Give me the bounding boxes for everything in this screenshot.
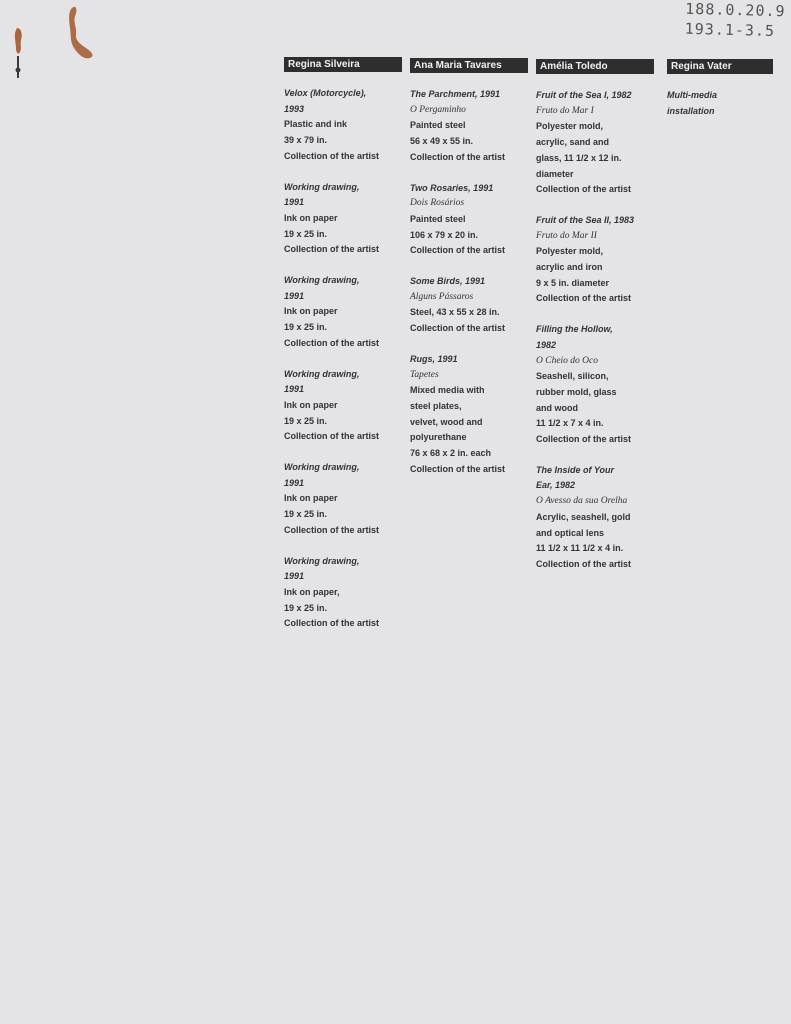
artwork-dimensions: 11 1/2 x 11 1/2 x 4 in. — [536, 543, 624, 554]
artwork-medium: polyurethane — [410, 432, 467, 443]
artwork-dimensions: 19 x 25 in. — [284, 322, 328, 333]
artwork-title: Filling the Hollow, — [536, 324, 613, 335]
artwork-medium: Ink on paper — [284, 399, 338, 410]
artist-header: Ana Maria Tavares — [410, 58, 528, 73]
artwork-medium: and wood — [536, 402, 578, 413]
artwork-medium: Ink on paper — [284, 306, 338, 317]
artwork-year: 1991 — [284, 477, 305, 488]
artwork-entry — [410, 274, 528, 337]
artwork-original-title: Fruto do Mar II — [536, 230, 597, 241]
artwork-dimensions: 9 x 5 in. diameter — [536, 277, 610, 288]
artwork-dimensions: 19 x 25 in. — [284, 228, 328, 239]
artwork-medium: acrylic, sand and — [536, 137, 610, 148]
artwork-medium: Polyester mold, — [536, 121, 604, 132]
artwork-dimensions: 76 x 68 x 2 in. each — [410, 448, 492, 459]
artwork-collection: Collection of the artist — [410, 463, 506, 474]
artwork-title: Rugs, 1991 — [410, 353, 458, 364]
artwork-entry — [667, 88, 773, 119]
artwork-collection: Collection of the artist — [284, 150, 380, 161]
artwork-medium: acrylic and iron — [536, 262, 603, 273]
artwork-entry — [284, 86, 402, 165]
artist-column-regina-vater — [667, 59, 773, 134]
artwork-dimensions: diameter — [536, 168, 574, 179]
artwork-original-title: O Avesso da sua Orelha — [536, 496, 628, 507]
artwork-entry — [536, 322, 654, 448]
artwork-title: The Parchment, 1991 — [410, 89, 501, 99]
artwork-title: Working drawing, — [284, 555, 360, 566]
artwork-dimensions: 56 x 49 x 55 in. — [410, 136, 474, 147]
artwork-title: Velox (Motorcycle), — [284, 88, 367, 98]
artwork-collection: Collection of the artist — [536, 558, 632, 569]
artwork-medium: and optical lens — [536, 527, 605, 538]
artwork-medium: Painted steel — [410, 213, 466, 224]
artwork-medium: Seashell, silicon, — [536, 371, 609, 382]
artwork-medium: velvet, wood and — [410, 416, 483, 427]
artwork-original-title: O Cheio do Oco — [536, 355, 599, 366]
ink-drip-icon — [10, 26, 28, 82]
artwork-dimensions: 19 x 25 in. — [284, 415, 328, 426]
artwork-dimensions: glass, 11 1/2 x 12 in. — [536, 152, 622, 163]
artwork-original-title: Dois Rosários — [410, 198, 465, 209]
rust-stain-icon — [62, 4, 98, 60]
artist-column-regina-silveira — [284, 57, 402, 647]
artwork-collection: Collection of the artist — [284, 431, 380, 442]
artwork-original-title: Tapetes — [410, 369, 439, 380]
archive-note-line-1: 188.0.20.9 — [684, 0, 786, 21]
artwork-collection: Collection of the artist — [284, 337, 380, 348]
artwork-medium: Acrylic, seashell, gold — [536, 511, 631, 522]
artwork-dimensions: 19 x 25 in. — [284, 602, 328, 613]
artwork-medium: Polyester mold, — [536, 246, 604, 257]
artwork-dimensions: 106 x 79 x 20 in. — [410, 229, 479, 240]
artwork-year: 1991 — [284, 197, 305, 208]
artwork-title: Some Birds, 1991 — [410, 276, 486, 287]
artwork-entry — [284, 367, 402, 446]
artwork-collection: Collection of the artist — [536, 434, 632, 445]
artwork-medium: rubber mold, glass — [536, 386, 617, 397]
artwork-collection: Collection of the artist — [284, 618, 380, 629]
artwork-collection: Collection of the artist — [536, 293, 632, 304]
artwork-year: 1982 — [536, 339, 557, 350]
artist-header: Amélia Toledo — [536, 59, 654, 74]
artwork-entry — [536, 463, 654, 573]
artist-header: Regina Vater — [667, 59, 773, 74]
artwork-dimensions: 19 x 25 in. — [284, 509, 328, 520]
artwork-medium: Steel, 43 x 55 x 28 in. — [410, 307, 500, 318]
artwork-collection: Collection of the artist — [284, 244, 380, 255]
artwork-entry — [410, 87, 528, 166]
artist-header: Regina Silveira — [284, 57, 402, 72]
artwork-year: Ear, 1982 — [536, 480, 576, 491]
artwork-title: Two Rosaries, 1991 — [410, 182, 494, 193]
artwork-entry — [284, 273, 402, 352]
artwork-medium: Painted steel — [410, 120, 466, 131]
artwork-entry — [284, 180, 402, 259]
artist-column-amelia-toledo — [536, 59, 654, 588]
artwork-original-title: O Pergaminho — [410, 104, 466, 115]
artwork-title: Working drawing, — [284, 462, 360, 473]
artwork-medium: Plastic and ink — [284, 119, 348, 130]
artwork-medium: installation — [667, 105, 715, 116]
artist-column-ana-maria-tavares — [410, 58, 528, 492]
artwork-medium: Ink on paper — [284, 212, 338, 223]
artwork-title: Fruit of the Sea II, 1983 — [536, 214, 635, 225]
artwork-collection: Collection of the artist — [410, 151, 506, 162]
artwork-collection: Collection of the artist — [284, 524, 380, 535]
artwork-entry — [536, 213, 654, 307]
artwork-dimensions: 11 1/2 x 7 x 4 in. — [536, 418, 604, 429]
artwork-original-title: Alguns Pássaros — [410, 291, 474, 302]
artwork-title: Fruit of the Sea I, 1982 — [536, 90, 632, 100]
artwork-collection: Collection of the artist — [410, 245, 506, 256]
artwork-title: Working drawing, — [284, 368, 360, 379]
artwork-year: 1993 — [284, 103, 305, 114]
archive-reference-note — [684, 0, 785, 41]
artwork-title: Working drawing, — [284, 181, 360, 192]
artwork-year: 1991 — [284, 571, 305, 582]
artwork-collection: Collection of the artist — [536, 184, 632, 195]
artwork-entry — [410, 352, 528, 478]
artwork-title: Multi-media — [667, 90, 718, 100]
artwork-title: The Inside of Your — [536, 464, 615, 475]
artwork-medium: Ink on paper, — [284, 586, 340, 597]
artwork-entry — [410, 181, 528, 260]
artwork-entry — [284, 460, 402, 539]
artwork-dimensions: 39 x 79 in. — [284, 135, 328, 146]
artwork-medium: Mixed media with — [410, 385, 485, 396]
artwork-medium: steel plates, — [410, 400, 462, 411]
artwork-title: Working drawing, — [284, 275, 360, 286]
artwork-year: 1991 — [284, 384, 305, 395]
archive-note-line-2: 193.1-3.5 — [684, 19, 775, 41]
artwork-entry — [284, 554, 402, 633]
artwork-year: 1991 — [284, 290, 305, 301]
artwork-medium: Ink on paper — [284, 493, 338, 504]
artwork-original-title: Fruto do Mar I — [536, 105, 594, 116]
artwork-collection: Collection of the artist — [410, 323, 506, 334]
artwork-entry — [536, 88, 654, 198]
